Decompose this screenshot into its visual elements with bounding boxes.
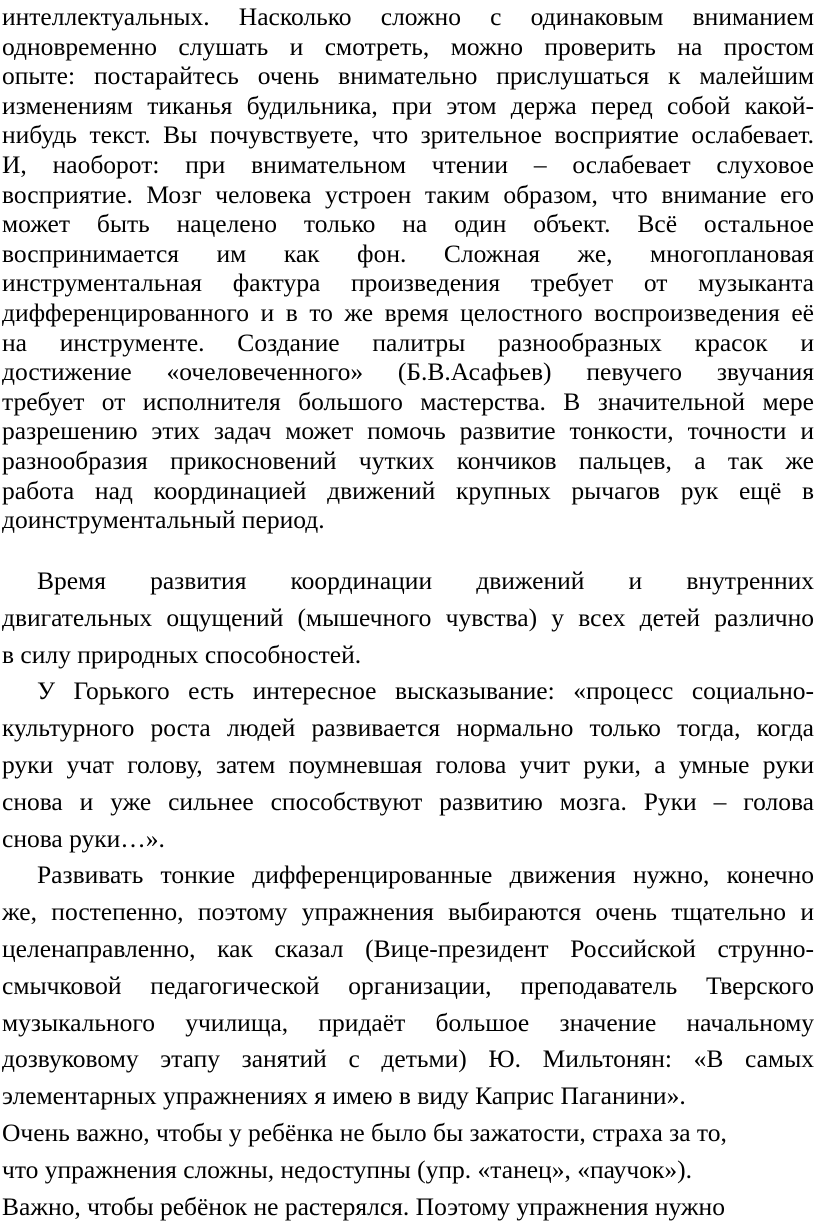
text-line: достижение «очеловеченного» (Б.В.Асафьев) певучего звучания xyxy=(2,357,814,387)
text-line: инструментальная фактура произведения требует от музыканта xyxy=(2,268,814,298)
text-line: опыте: постарайтесь очень внимательно прислушаться к малейшим xyxy=(2,61,814,91)
text-line: двигательных ощущений (мышечного чувства) у всех детей различно xyxy=(2,602,814,632)
text-line: требует от исполнителя большого мастерства. В значительной мере xyxy=(2,386,814,416)
paragraph-1 xyxy=(2,2,814,535)
text-line: одновременно слушать и смотреть, можно проверить на простом xyxy=(2,31,814,61)
text-line: восприятие. Мозг человека устроен таким образом, что внимание его xyxy=(2,179,814,209)
text-line: снова и уже сильнее способствуют развитию мозга. Руки – голова xyxy=(2,786,814,816)
text-line: целенаправленно, как сказал (Вице-президент Российской струнно- xyxy=(2,933,814,963)
paragraph-5 xyxy=(2,1115,814,1225)
text-line: воспринимается им как фон. Сложная же, многоплановая xyxy=(2,238,814,268)
text-line: дифференцированного и в то же время целостного воспроизведения её xyxy=(2,297,814,327)
paragraph-2 xyxy=(2,563,814,673)
text-line: нибудь текст. Вы почувствуете, что зрительное восприятие ослабевает. xyxy=(2,120,814,150)
text-line: смычковой педагогической организации, преподаватель Тверского xyxy=(2,970,814,1000)
text-line: доинструментальный период. xyxy=(2,505,325,535)
text-line: изменениям тиканья будильника, при этом держа перед собой какой- xyxy=(2,90,814,120)
text-line: дозвуковому этапу занятий с детьми) Ю. Мильтонян: «В самых xyxy=(2,1044,814,1074)
text-line: Очень важно, чтобы у ребёнка не было бы зажатости, страха за то, xyxy=(2,1117,727,1147)
text-line: разнообразия прикосновений чутких кончиков пальцев, а так же xyxy=(2,445,814,475)
text-line: культурного роста людей развивается нормально только тогда, когда xyxy=(2,713,814,743)
text-line: музыкального училища, придаёт большое значение начальному xyxy=(2,1007,814,1037)
text-line: Время развития координации движений и внутренних xyxy=(37,566,814,595)
text-line: элементарных упражнениях я имею в виду Каприс Паганини». xyxy=(2,1081,686,1111)
text-line: что упражнения сложны, недоступны (упр. «танец», «паучок»). xyxy=(2,1154,692,1184)
text-line: на инструменте. Создание палитры разнообразных красок и xyxy=(2,327,814,357)
paragraph-4 xyxy=(2,857,814,1115)
text-line: снова руки…». xyxy=(2,823,165,853)
text-line: интеллектуальных. Насколько сложно с одинаковым вниманием xyxy=(2,2,814,31)
text-line: работа над координацией движений крупных рычагов рук ещё в xyxy=(2,475,814,505)
text-line: может быть нацелено только на один объект. Всё остальное xyxy=(2,209,814,239)
text-line: же, постепенно, поэтому упражнения выбираются очень тщательно и xyxy=(2,897,814,927)
text-line: У Горького есть интересное высказывание: «процесс социально- xyxy=(37,676,814,706)
body-text xyxy=(2,563,814,1225)
text-line: Важно, чтобы ребёнок не растерялся. Поэтому упражнения нужно xyxy=(2,1191,725,1221)
text-line: в силу природных способностей. xyxy=(2,639,362,669)
text-line: И, наоборот: при внимательном чтении – ослабевает слуховое xyxy=(2,149,814,179)
text-line: Развивать тонкие дифференцированные движения нужно, конечно xyxy=(37,860,814,890)
paragraph-3 xyxy=(2,673,814,857)
text-line: разрешению этих задач может помочь развитие тонкости, точности и xyxy=(2,416,814,446)
text-line: руки учат голову, затем поумневшая голова учит руки, а умные руки xyxy=(2,749,814,779)
